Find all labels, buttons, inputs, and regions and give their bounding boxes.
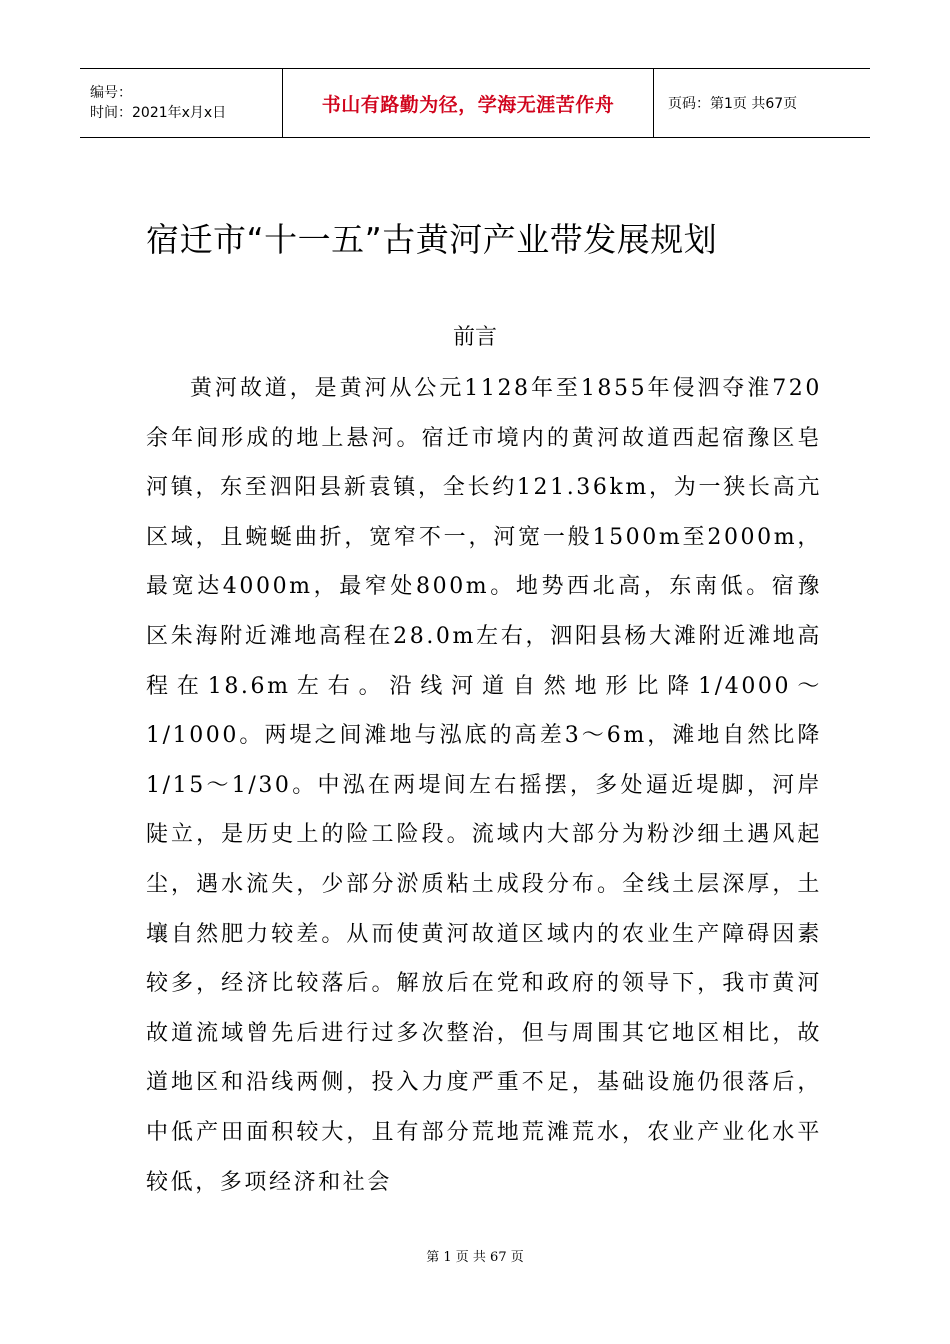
document-body <box>146 364 822 1207</box>
header-page-info: 页码：第1页 共67页 <box>668 96 798 112</box>
section-heading: 前言 <box>452 325 497 350</box>
body-paragraph: 黄河故道，是黄河从公元1128年至1855年侵泗夺淮720余年间形成的地上悬河。宿迁市境内的黄河故道西起宿豫区皂河镇，东至泗阳县新袁镇，全长约121.36km，为一狭长高亢区域，且蜿蜒曲折，宽窄不一，河宽一般1500m至2000m，最宽达4000m，最窄处800m。地势西北高，东南低。宿豫区朱海附近滩地高程在28.0m左右，泗阳县杨大滩附近滩地高程在18.6m左右。沿线河道自然地形比降1/4000～1/1000。两堤之间滩地与泓底的高差3～6m，滩地自然比降1/15～1/30。中泓在两堤间左右摇摆，多处逼近堤脚，河岸陡立，是历史上的险工险段。流域内大部分为粉沙细土遇风起尘，遇水流失，少部分淤质粘土成段分布。全线土层深厚，土壤自然肥力较差。从而使黄河故道区域内的农业生产障碍因素较多，经济比较落后。解放后在党和政府的领导下，我市黄河故道流域曾先后进行过多次整治，但与周围其它地区相比，故道地区和沿线两侧，投入力度严重不足，基础设施仍很落后，中低产田面积较大，且有部分荒地荒滩荒水，农业产业化水平较低，多项经济和社会 <box>146 376 822 1195</box>
header-page-cell <box>654 69 870 137</box>
document-number-label: 编号： <box>90 85 132 101</box>
page-header <box>80 68 870 138</box>
header-motto: 书山有路勤为径，学海无涯苦作舟 <box>321 93 615 116</box>
page-footer: 第 1 页 共 67 页 <box>426 1250 524 1265</box>
header-meta-cell <box>80 69 282 137</box>
document-title: 宿迁市“十一五”古黄河产业带发展规划 <box>146 220 718 259</box>
header-motto-cell <box>282 69 654 137</box>
document-time-label: 时间：2021年x月x日 <box>90 105 227 121</box>
